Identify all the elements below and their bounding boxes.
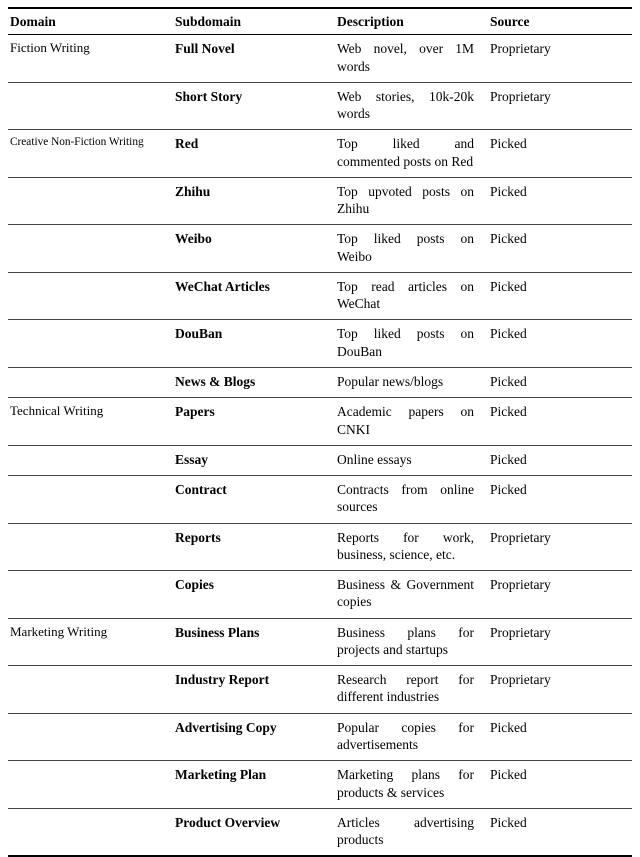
subdomain-cell: Red <box>175 136 199 152</box>
header-row <box>8 8 632 35</box>
source-cell: Picked <box>490 136 527 152</box>
domain-cell <box>8 177 173 225</box>
description-cell: Articles advertising products <box>337 814 474 848</box>
domain-cell <box>8 523 173 571</box>
domain-cell <box>8 225 173 273</box>
subdomain-cell: Full Novel <box>175 41 235 57</box>
table-row <box>8 523 632 571</box>
subdomain-cell: WeChat Articles <box>175 278 270 294</box>
domain-cell <box>8 713 173 761</box>
source-cell: Picked <box>490 451 527 467</box>
description-cell: Top liked posts on DouBan <box>337 326 474 359</box>
table-row <box>8 398 632 446</box>
table-row <box>8 808 632 856</box>
subdomain-cell: Weibo <box>175 231 212 247</box>
description-cell: Web stories, 10k-20k words <box>337 88 474 122</box>
source-cell: Proprietary <box>490 672 551 688</box>
subdomain-cell: Contract <box>175 482 227 498</box>
domain-cell <box>8 272 173 320</box>
description-cell: Popular copies for advertisements <box>337 719 474 752</box>
domain-cell <box>8 571 173 619</box>
description-cell: Top liked posts on Weibo <box>337 231 474 264</box>
domain-cell <box>8 761 173 809</box>
source-cell: Picked <box>490 404 527 420</box>
table-row <box>8 320 632 368</box>
description-cell: Popular news/blogs <box>337 373 444 389</box>
source-cell: Picked <box>490 278 527 294</box>
source-cell: Picked <box>490 482 527 498</box>
subdomain-cell: Advertising Copy <box>175 719 277 735</box>
source-cell: Picked <box>490 373 527 389</box>
description-cell: Top liked and commented posts on Red <box>337 136 474 169</box>
table-row <box>8 177 632 225</box>
table-row <box>8 666 632 714</box>
description-cell: Business plans for projects and startups <box>337 624 474 657</box>
subdomain-cell: Marketing Plan <box>175 767 267 783</box>
source-cell: Proprietary <box>490 624 551 640</box>
table-row <box>8 761 632 809</box>
description-cell: Top read articles on WeChat <box>337 278 474 312</box>
table-row <box>8 445 632 475</box>
domain-cell <box>8 666 173 714</box>
table-row <box>8 476 632 524</box>
source-cell: Proprietary <box>490 529 551 545</box>
domain-cell <box>8 320 173 368</box>
source-cell: Picked <box>490 326 527 342</box>
table-row <box>8 618 632 666</box>
dataset-table <box>8 7 632 857</box>
description-cell: Marketing plans for products & services <box>337 767 474 800</box>
source-cell: Picked <box>490 767 527 783</box>
table-row <box>8 272 632 320</box>
column-header-description: Description <box>337 14 404 29</box>
description-cell: Reports for work, business, science, etc. <box>337 529 474 562</box>
subdomain-cell: DouBan <box>175 326 223 342</box>
source-cell: Picked <box>490 814 527 830</box>
column-header-subdomain: Subdomain <box>175 14 242 29</box>
column-header-domain: Domain <box>10 14 56 29</box>
subdomain-cell: Short Story <box>175 88 243 104</box>
description-cell: Academic papers on CNKI <box>337 404 474 437</box>
domain-cell <box>8 476 173 524</box>
table-row <box>8 571 632 619</box>
subdomain-cell: News & Blogs <box>175 373 256 389</box>
subdomain-cell: Industry Report <box>175 672 270 688</box>
domain-cell: Creative Non-Fiction Writing <box>10 136 144 149</box>
description-cell: Contracts from online sources <box>337 482 474 515</box>
source-cell: Picked <box>490 183 527 199</box>
domain-cell: Marketing Writing <box>10 623 108 639</box>
subdomain-cell: Copies <box>175 577 215 593</box>
domain-cell <box>8 367 173 397</box>
domain-cell <box>8 445 173 475</box>
source-cell: Proprietary <box>490 88 551 104</box>
subdomain-cell: Zhihu <box>175 183 211 199</box>
source-cell: Picked <box>490 231 527 247</box>
description-cell: Web novel, over 1M words <box>337 41 474 74</box>
table-body <box>8 35 632 857</box>
table-row <box>8 130 632 178</box>
source-cell: Picked <box>490 719 527 735</box>
table-row <box>8 225 632 273</box>
table-row <box>8 367 632 397</box>
subdomain-cell: Essay <box>175 451 209 467</box>
domain-cell <box>8 82 173 130</box>
table-row <box>8 82 632 130</box>
table-row <box>8 35 632 83</box>
source-cell: Proprietary <box>490 41 551 57</box>
subdomain-cell: Papers <box>175 404 215 420</box>
subdomain-cell: Product Overview <box>175 814 281 830</box>
domain-cell <box>8 808 173 856</box>
subdomain-cell: Business Plans <box>175 624 260 640</box>
table-row <box>8 713 632 761</box>
description-cell: Research report for different industries <box>337 672 474 705</box>
source-cell: Proprietary <box>490 577 551 593</box>
domain-cell: Fiction Writing <box>10 40 90 56</box>
description-cell: Business & Government copies <box>337 577 474 610</box>
subdomain-cell: Reports <box>175 529 221 545</box>
description-cell: Online essays <box>337 451 412 467</box>
description-cell: Top upvoted posts on Zhihu <box>337 183 474 217</box>
column-header-source: Source <box>490 14 530 29</box>
domain-cell: Technical Writing <box>10 403 104 419</box>
